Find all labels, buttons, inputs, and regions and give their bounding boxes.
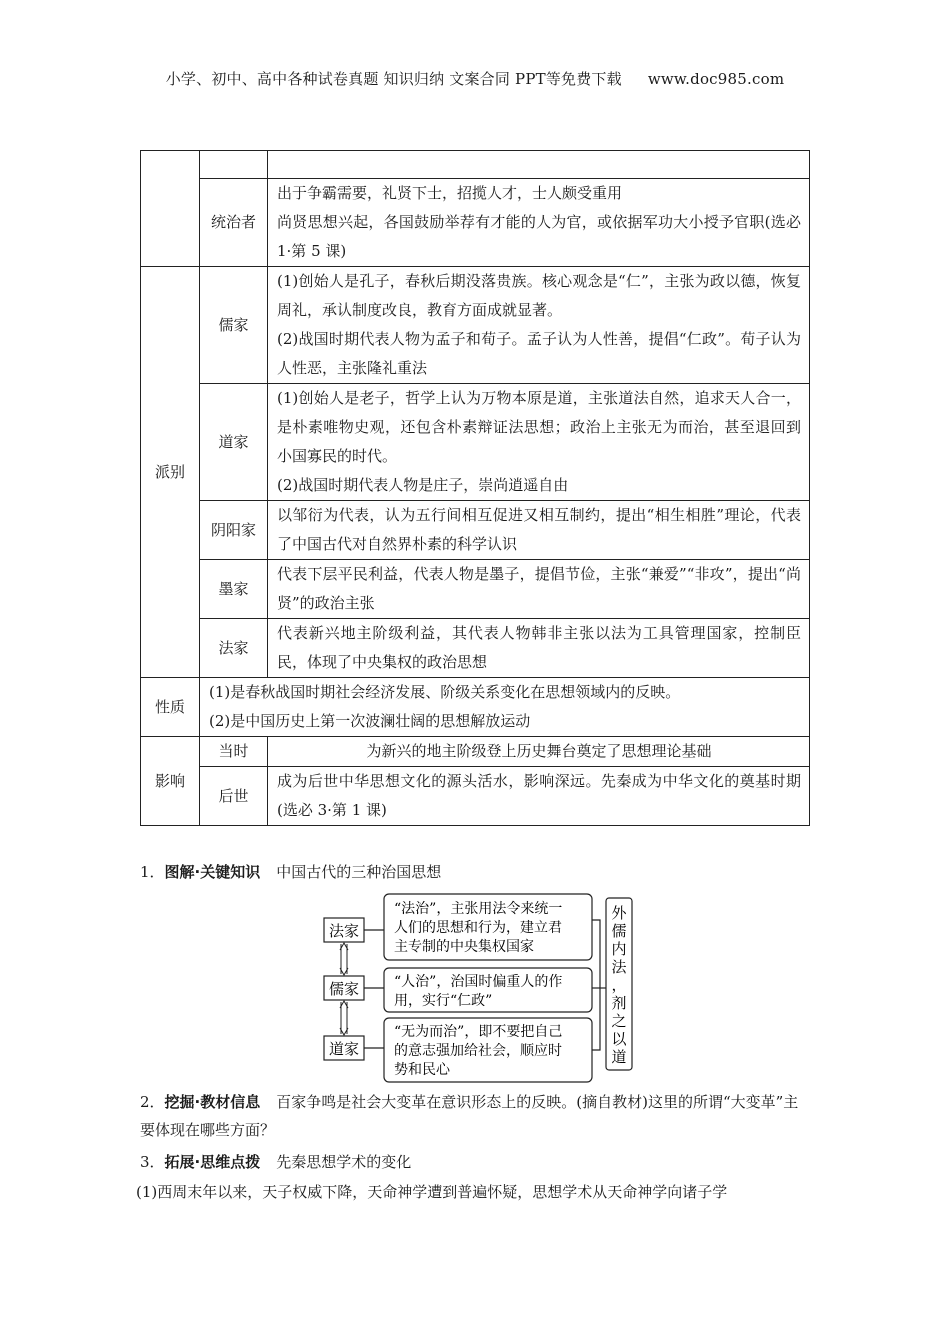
table-row-influence-then [141, 737, 810, 767]
schools-label: 派别 [141, 267, 200, 678]
diagram-conclusion-text [611, 904, 627, 1066]
section-1-title: 图解·关键知识 [164, 863, 261, 881]
section-2-title: 挖掘·教材信息 [164, 1093, 261, 1111]
diagram-label-daojia: 道家 [328, 1040, 360, 1058]
page-header [0, 68, 950, 89]
diagram-conclusion-char: 之 [611, 1012, 627, 1030]
diagram-desc-line: 主专制的中央集权国家 [394, 939, 534, 955]
table-cell-empty [141, 151, 200, 267]
school-content: (1)创始人是孔子，春秋后期没落贵族。核心观念是“仁”，主张为政以德，恢复周礼，承认制度改良，教育方面成就显著。 (2)战国时期代表人物为孟子和荀子。孟子认为人性善，提倡“仁政”。荀子认为人性恶，主张隆礼重法 [268, 267, 810, 384]
diagram-desc-line: 势和民心 [394, 1062, 450, 1078]
ruler-content: 出于争霸需要，礼贤下士，招揽人才，士人颇受重用 尚贤思想兴起，各国鼓励举荐有才能的人为官，或依据军功大小授予官职(选必 1·第 5 课) [268, 179, 810, 267]
diagram-conclusion-char: 剂 [611, 994, 627, 1012]
diagram-conclusion-char: 道 [611, 1048, 627, 1066]
influence-later-text: 成为后世中华思想文化的源头活水，影响深远。先秦成为中华文化的奠基时期(选必 3·第 1 课) [268, 767, 810, 826]
governance-diagram [320, 890, 640, 1086]
diagram-desc-line: 的意志强加给社会，顺应时 [394, 1043, 562, 1059]
diagram-conclusion-char: ， [611, 976, 627, 994]
table-row-influence-later [141, 767, 810, 826]
table-row-nature [141, 678, 810, 737]
diagram-conclusion-char: 外 [611, 904, 627, 922]
table-row-school [141, 267, 810, 384]
influence-then-text: 为新兴的地主阶级登上历史舞台奠定了思想理论基础 [268, 737, 810, 767]
diagram-label-rujia: 儒家 [328, 980, 360, 998]
table-row-school [141, 384, 810, 501]
section-3-title: 拓展·思维点拨 [164, 1153, 261, 1171]
diagram-conclusion-char: 法 [611, 958, 627, 976]
school-content: 代表新兴地主阶级利益，其代表人物韩非主张以法为工具管理国家，控制臣民，体现了中央集权的政治思想 [268, 619, 810, 678]
section-3-heading: 3．拓展·思维点拨 先秦思想学术的变化 [140, 1153, 412, 1171]
nature-label: 性质 [141, 678, 200, 737]
diagram-conclusion-char: 儒 [611, 922, 627, 940]
header-url[interactable]: www.doc985.com [647, 70, 785, 88]
diagram-desc-line: “无为而治”，即不要把自己 [394, 1024, 563, 1040]
table-row-ruler [141, 179, 810, 267]
table-row-school [141, 560, 810, 619]
table-cell-empty [200, 151, 268, 179]
influence-then-label: 当时 [200, 737, 268, 767]
school-name: 道家 [200, 384, 268, 501]
school-name: 儒家 [200, 267, 268, 384]
header-text: 小学、初中、高中各种试卷真题 知识归纳 文案合同 PPT等免费下载 [165, 70, 622, 88]
diagram-desc-line: “人治”，治国时偏重人的作 [394, 974, 563, 990]
section-2: 2．挖掘·教材信息 百家争鸣是社会大变革在意识形态上的反映。(摘自教材)这里的所谓“大变革”主要体现在哪些方面？ [140, 1093, 799, 1139]
school-name: 墨家 [200, 560, 268, 619]
table-cell-empty [268, 151, 810, 179]
nature-content: (1)是春秋战国时期社会经济发展、阶级关系变化在思想领域内的反映。 (2)是中国历史上第一次波澜壮阔的思想解放运动 [200, 678, 810, 737]
table-row-school [141, 619, 810, 678]
ruler-label: 统治者 [200, 179, 268, 267]
influence-label: 影响 [141, 737, 200, 826]
diagram-conclusion-char: 内 [611, 940, 627, 958]
school-name: 阴阳家 [200, 501, 268, 560]
section-1-heading: 1．图解·关键知识 中国古代的三种治国思想 [140, 863, 442, 881]
diagram-conclusion-char: 以 [611, 1030, 627, 1048]
school-content: 代表下层平民利益，代表人物是墨子，提倡节俭，主张“兼爱”“非攻”，提出“尚贤”的政治主张 [268, 560, 810, 619]
diagram-desc-line: 用，实行“仁政” [394, 993, 493, 1009]
section-3-paragraph: (1)西周末年以来，天子权威下降，天命神学遭到普遍怀疑，思想学术从天命神学向诸子学 [136, 1183, 728, 1201]
school-name: 法家 [200, 619, 268, 678]
section-2-text: 百家争鸣是社会大变革在意识形态上的反映。(摘自教材)这里的所谓“大变革”主要体现在哪些方面？ [140, 1093, 799, 1139]
diagram-desc-line: 人们的思想和行为，建立君 [394, 920, 562, 936]
school-content: (1)创始人是老子，哲学上认为万物本原是道，主张道法自然，追求天人合一，是朴素唯物史观，还包含朴素辩证法思想；政治上主张无为而治，甚至退回到小国寡民的时代。 (2)战国时期代表人物是庄子，崇尚逍遥自由 [268, 384, 810, 501]
diagram-bracket [592, 920, 600, 1050]
section-1-subtitle: 中国古代的三种治国思想 [276, 863, 442, 881]
table-row-school [141, 501, 810, 560]
influence-later-label: 后世 [200, 767, 268, 826]
summary-table [140, 150, 810, 826]
school-content: 以邹衍为代表，认为五行间相互促进又相互制约，提出“相生相胜”理论，代表了中国古代对自然界朴素的科学认识 [268, 501, 810, 560]
section-3-subtitle: 先秦思想学术的变化 [276, 1153, 412, 1171]
diagram-desc-line: “法治”，主张用法令来统一 [394, 901, 563, 917]
diagram-label-fajia: 法家 [328, 922, 360, 940]
